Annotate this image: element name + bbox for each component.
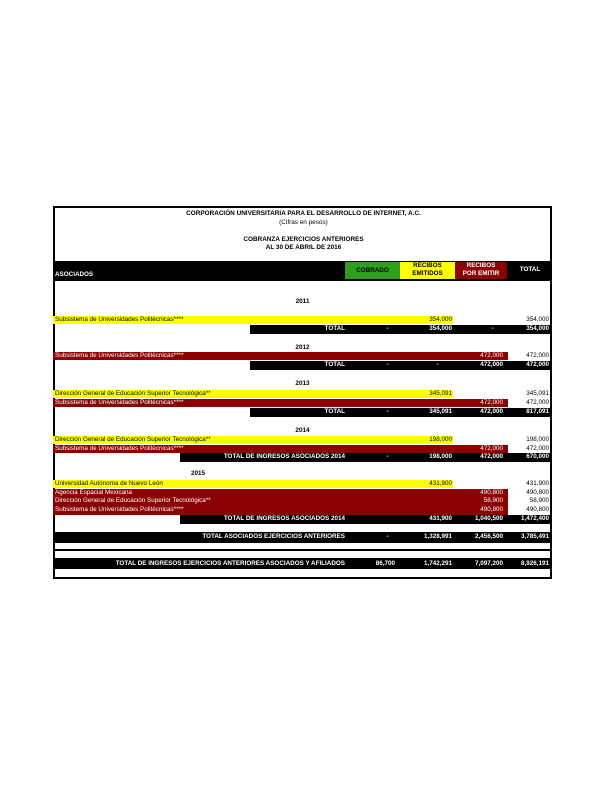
- row-total: 345,091: [526, 390, 549, 397]
- row-por-emitir: 490,800: [480, 489, 503, 496]
- row-name: Universidad Autónoma de Nuevo León: [55, 480, 163, 487]
- total-emitidos: -: [436, 361, 439, 368]
- row-name: Dirección General de Educación Superior Tecnológica**: [55, 390, 211, 397]
- total-cobrado: -: [386, 361, 389, 368]
- col-recibos-por-emitir: [455, 262, 507, 279]
- row-total: 472,000: [526, 399, 549, 406]
- row-name: Subsistema de Universidades Politécnicas****: [55, 506, 184, 513]
- total-total: 670,000: [526, 453, 549, 460]
- total-anteriores-cobrado: -: [386, 533, 389, 540]
- row-name: Subsistema de Universidades Politécnicas****: [55, 445, 184, 452]
- row-name: Dirección General de Educación Superior Tecnológica**: [55, 436, 211, 443]
- year-2012: 2012: [295, 344, 310, 351]
- total-general-label: TOTAL DE INGRESOS EJERCICIOS ANTERIORES ASOCIADOS Y AFILIADOS: [115, 560, 345, 567]
- total-general-cobrado: 86,700: [375, 560, 395, 567]
- total-label: TOTAL DE INGRESOS ASOCIADOS 2014: [223, 453, 345, 460]
- total-cobrado: -: [386, 408, 389, 415]
- col-recibos-por-emitir-line2: POR EMITIR: [462, 270, 500, 277]
- row-por-emitir: 58,900: [483, 497, 503, 504]
- total-por-emitir: 1,040,500: [474, 515, 503, 522]
- year-2013: 2013: [295, 380, 310, 387]
- row-total: 431,900: [526, 480, 549, 487]
- row-emitidos: 198,000: [429, 436, 452, 443]
- total-label: TOTAL: [324, 361, 345, 368]
- row-por-emitir: 472,000: [480, 399, 503, 406]
- total-label: TOTAL DE INGRESOS ASOCIADOS 2014: [223, 515, 345, 522]
- col-recibos-emitidos: [400, 262, 455, 279]
- total-cobrado: -: [386, 325, 389, 332]
- col-total: TOTAL: [519, 266, 541, 273]
- total-emitidos: 431,900: [429, 515, 452, 522]
- total-emitidos: 345,091: [429, 408, 452, 415]
- total-anteriores-por-emitir: 2,456,500: [474, 533, 503, 540]
- row-name: Subsistema de Universidades Politécnicas****: [55, 352, 184, 359]
- year-2014: 2014: [295, 427, 310, 434]
- total-total: 472,000: [526, 361, 549, 368]
- units-note: (Cifras en pesos): [279, 219, 328, 226]
- row-total: 58,900: [529, 497, 549, 504]
- total-cobrado: -: [386, 453, 389, 460]
- total-general-emitidos: 1,742,291: [423, 560, 452, 567]
- total-label: TOTAL: [324, 325, 345, 332]
- total-anteriores-total: 3,785,491: [520, 533, 549, 540]
- row-name: Subsistema de Universidades Politécnicas****: [55, 316, 184, 323]
- row-por-emitir: 472,000: [480, 445, 503, 452]
- row-name: Subsistema de Universidades Politécnicas****: [55, 399, 184, 406]
- total-por-emitir: 472,000: [480, 453, 503, 460]
- row-name: Agencia Espacial Mexicana: [55, 489, 133, 496]
- col-recibos-emitidos-line2: EMITIDOS: [412, 270, 443, 277]
- row-total: 490,800: [526, 489, 549, 496]
- row-total: 490,800: [526, 506, 549, 513]
- total-total: 817,091: [526, 408, 549, 415]
- col-recibos-emitidos-line1: RECIBOS: [413, 262, 442, 269]
- row-por-emitir: 472,000: [480, 352, 503, 359]
- divider: [53, 549, 552, 551]
- total-por-emitir: 472,000: [480, 361, 503, 368]
- row-total: 354,000: [526, 316, 549, 323]
- total-total: 354,000: [526, 325, 549, 332]
- col-asociados: ASOCIADOS: [55, 271, 94, 278]
- col-recibos-por-emitir-line1: RECIBOS: [466, 262, 496, 269]
- year-2011: 2011: [295, 298, 310, 305]
- total-total: 1,472,400: [520, 515, 549, 522]
- total-emitidos: 198,000: [429, 453, 452, 460]
- row-emitidos: 345,091: [429, 390, 452, 397]
- row-total: 198,000: [526, 436, 549, 443]
- total-anteriores-emitidos: 1,328,991: [423, 533, 452, 540]
- row-emitidos: 431,900: [429, 480, 452, 487]
- total-emitidos: 354,000: [429, 325, 452, 332]
- row-por-emitir: 490,800: [480, 506, 503, 513]
- total-general-total: 8,926,191: [520, 560, 549, 567]
- row-total: 472,000: [526, 352, 549, 359]
- org-title: CORPORACIÓN UNIVERSITARIA PARA EL DESARROLLO DE INTERNET, A.C.: [186, 210, 421, 217]
- row-total: 472,000: [526, 445, 549, 452]
- row-emitidos: 354,000: [429, 316, 452, 323]
- total-label: TOTAL: [324, 408, 345, 415]
- total-por-emitir: 472,000: [480, 408, 503, 415]
- report-date: AL 30 DE ABRIL DE 2016: [265, 244, 342, 251]
- col-cobrado: COBRADO: [345, 262, 400, 279]
- report-title: COBRANZA EJERCICIOS ANTERIORES: [243, 236, 364, 243]
- row-name: Dirección General de Educación Superior Tecnológica**: [55, 497, 211, 504]
- total-por-emitir: -: [491, 325, 494, 332]
- total-general-por-emitir: 7,097,200: [474, 560, 503, 567]
- year-2015: 2015: [191, 470, 206, 477]
- total-anteriores-label: TOTAL ASOCIADOS EJERCICIOS ANTERIORES: [202, 533, 345, 540]
